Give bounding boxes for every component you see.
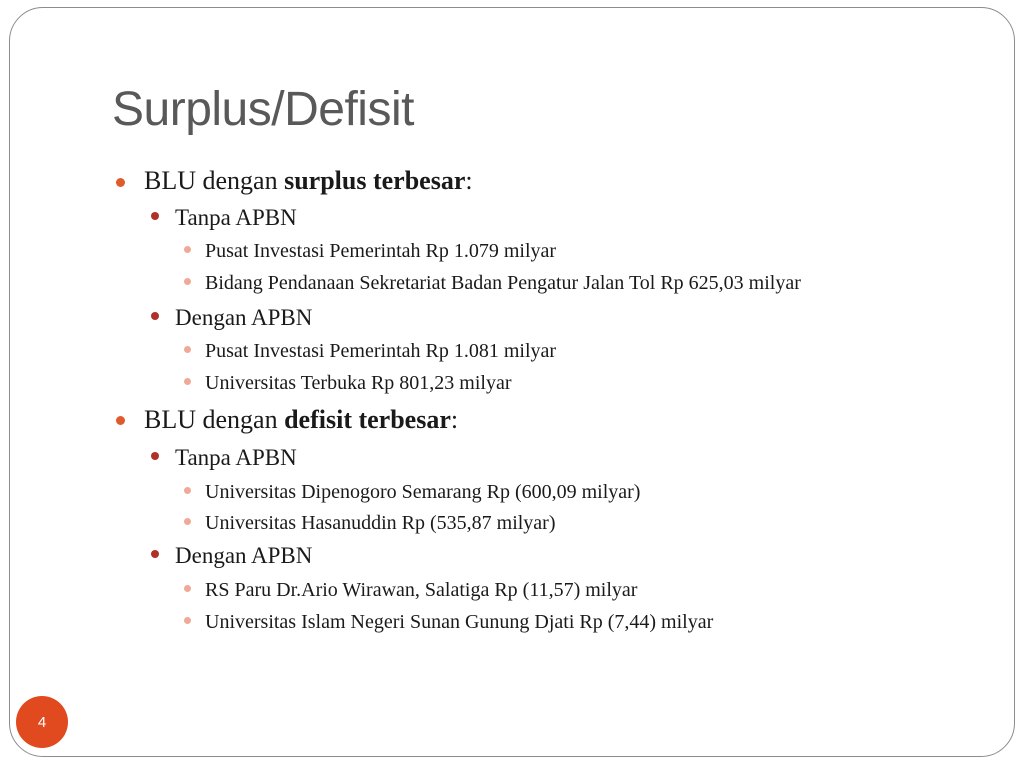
list-item: Universitas Hasanuddin Rp (535,87 milyar) (205, 512, 556, 534)
list-item: Universitas Terbuka Rp 801,23 milyar (205, 372, 512, 394)
page-number: 4 (37, 713, 47, 731)
section-emphasis: defisit terbesar (284, 405, 451, 434)
level1-bullet-icon (116, 178, 125, 187)
level2-bullet-icon (151, 452, 159, 460)
section-emphasis: surplus terbesar (284, 166, 466, 195)
section-prefix: BLU dengan (144, 405, 285, 434)
list-item: Pusat Investasi Pemerintah Rp 1.079 milyar (205, 240, 557, 262)
level2-bullet-icon (151, 312, 159, 320)
group-label: Dengan APBN (175, 305, 313, 330)
level1-bullet-icon (116, 416, 125, 425)
level3-bullet-icon (184, 617, 191, 624)
level3-bullet-icon (184, 487, 191, 494)
group-label: Tanpa APBN (175, 205, 297, 230)
section-surplus-heading (144, 168, 473, 194)
level3-bullet-icon (184, 346, 191, 353)
list-item: RS Paru Dr.Ario Wirawan, Salatiga Rp (11,57) milyar (205, 579, 638, 601)
page-number-badge (16, 696, 68, 748)
list-item: Pusat Investasi Pemerintah Rp 1.081 milyar (205, 340, 557, 362)
level3-bullet-icon (184, 378, 191, 385)
level2-bullet-icon (151, 212, 159, 220)
level3-bullet-icon (184, 278, 191, 285)
level3-bullet-icon (184, 246, 191, 253)
section-deficit-heading (144, 407, 458, 433)
group-label: Tanpa APBN (175, 445, 297, 470)
list-item: Universitas Islam Negeri Sunan Gunung Djati Rp (7,44) milyar (205, 611, 714, 633)
slide-title: Surplus/Defisit (112, 83, 414, 136)
section-suffix: : (465, 166, 473, 195)
list-item: Universitas Dipenogoro Semarang Rp (600,09 milyar) (205, 481, 641, 503)
group-label: Dengan APBN (175, 543, 313, 568)
list-item: Bidang Pendanaan Sekretariat Badan Pengatur Jalan Tol Rp 625,03 milyar (205, 272, 801, 294)
level3-bullet-icon (184, 518, 191, 525)
section-prefix: BLU dengan (144, 166, 285, 195)
level3-bullet-icon (184, 585, 191, 592)
section-suffix: : (450, 405, 459, 434)
level2-bullet-icon (151, 550, 159, 558)
